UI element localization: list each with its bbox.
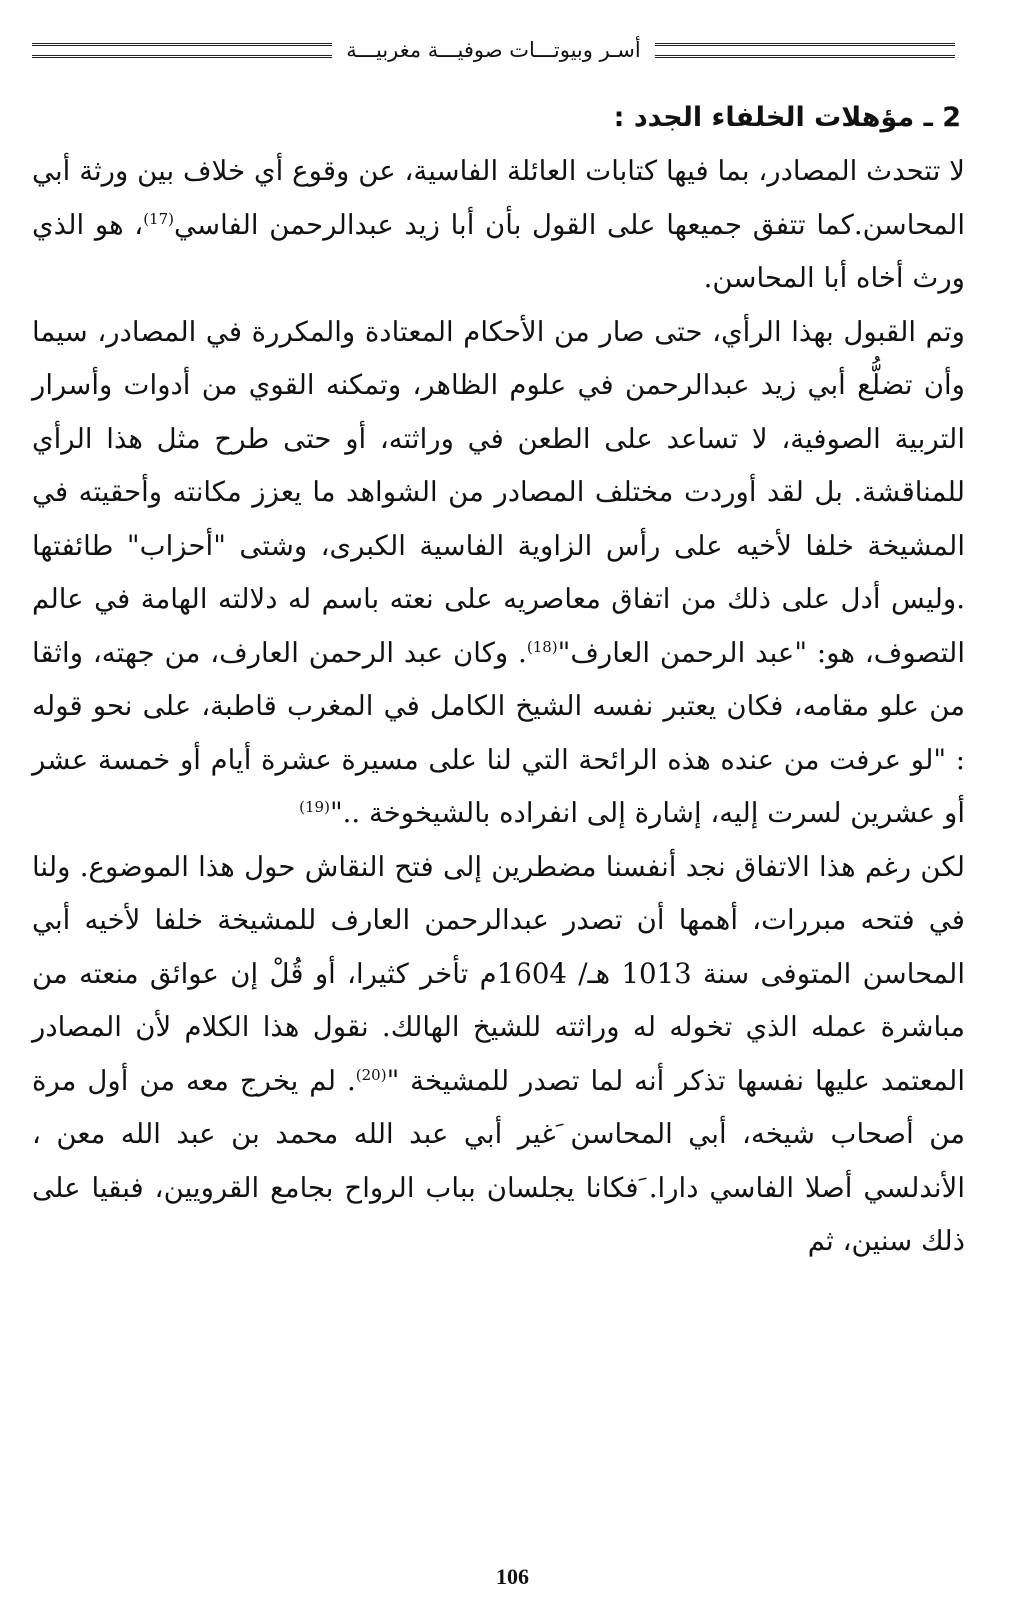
- footnote-ref-20[interactable]: (20): [355, 1065, 387, 1084]
- page-body: [32, 92, 965, 1268]
- paragraph-text: لا تتحدث المصادر، بما فيها كتابات العائلة الفاسية، عن وقوع أي خلاف بين ورثة أبي المحاسن.كما تتفق جميعها على القول بأن أبا زيد عبدالرحمن الفاسي: [32, 154, 965, 241]
- paragraph-3: [32, 840, 965, 1268]
- paragraph-text: وتم القبول بهذا الرأي، حتى صار من الأحكام المعتادة والمكررة في المصادر، سيما وأن تضلُّع أبي زيد عبدالرحمن في علوم الظاهر، وتمكنه القوي من أدوات وأسرار التربية الصوفية، لا تساعد على الطعن في وراثته، أو حتى طرح مثل هذا الرأي للمناقشة. بل لقد أوردت مختلف المصادر من الشواهد ما يعزز مكانته وأحقيته في المشيخة خلفا لأخيه على رأس الزاوية الفاسية الكبرى، وشتى "أحزاب" طائفتها .وليس أدل على ذلك من اتفاق معاصريه على نعته باسم له دلالته الهامة في عالم التصوف، هو: "عبد الرحمن العارف": [32, 314, 966, 669]
- paragraph-text: ، هو الذي ورث أخاه أبا المحاسن.: [32, 207, 965, 294]
- footnote-ref-18[interactable]: (18): [526, 637, 558, 656]
- header-rule-left: [32, 43, 332, 58]
- page-number: 106: [496, 1564, 529, 1589]
- section-heading: 2 ـ مؤهلات الخلفاء الجدد :: [613, 102, 961, 133]
- running-head: [32, 30, 955, 70]
- running-head-title: أسـر وبيوتـــات صوفيـــة مغربيـــة: [346, 38, 641, 62]
- paragraph-1: [32, 144, 965, 305]
- paragraph-text: . لم يخرج معه من أول مرة من أصحاب شيخه، أبي المحاسن َغير أبي عبد الله محمد بن عبد الله معن ، الأندلسي أصلا الفاسي دارا. َفكانا يجلسان بباب الرواح بجامع القرويين، فبقيا على ذلك سنين، ثم: [32, 1063, 965, 1257]
- footnote-ref-17[interactable]: (17): [143, 209, 174, 228]
- header-rule-right: [655, 43, 955, 58]
- paragraph-text: لكن رغم هذا الاتفاق نجد أنفسنا مضطرين إلى فتح النقاش حول هذا الموضوع. ولنا في فتحه مبررات، أهمها أن تصدر عبدالرحمن العارف للمشيخة خلفا لأخيه أبي المحاسن المتوفى سنة 1013 هـ/ 1604م تأخر كثيرا، أو قُلْ إن عوائق منعته من مباشرة عمله الذي تخوله له وراثته للشيخ الهالك. نقول هذا الكلام لأن المصادر المعتمد عليها نفسها تذكر أنه لما تصدر للمشيخة ": [32, 849, 966, 1097]
- paragraph-2: [32, 305, 965, 840]
- footnote-ref-19[interactable]: (19): [299, 797, 330, 816]
- paragraph-text: . وكان عبد الرحمن العارف، من جهته، واثقا من علو مقامه، فكان يعتبر نفسه الشيخ الكامل في المغرب قاطبة، على نحو قوله : "لو عرفت من عنده هذه الرائحة التي لنا على مسيرة عشرة أيام أو خمسة عشر أو عشرين لسرت إليه، إشارة إلى انفراده بالشيخوخة ..": [32, 635, 965, 829]
